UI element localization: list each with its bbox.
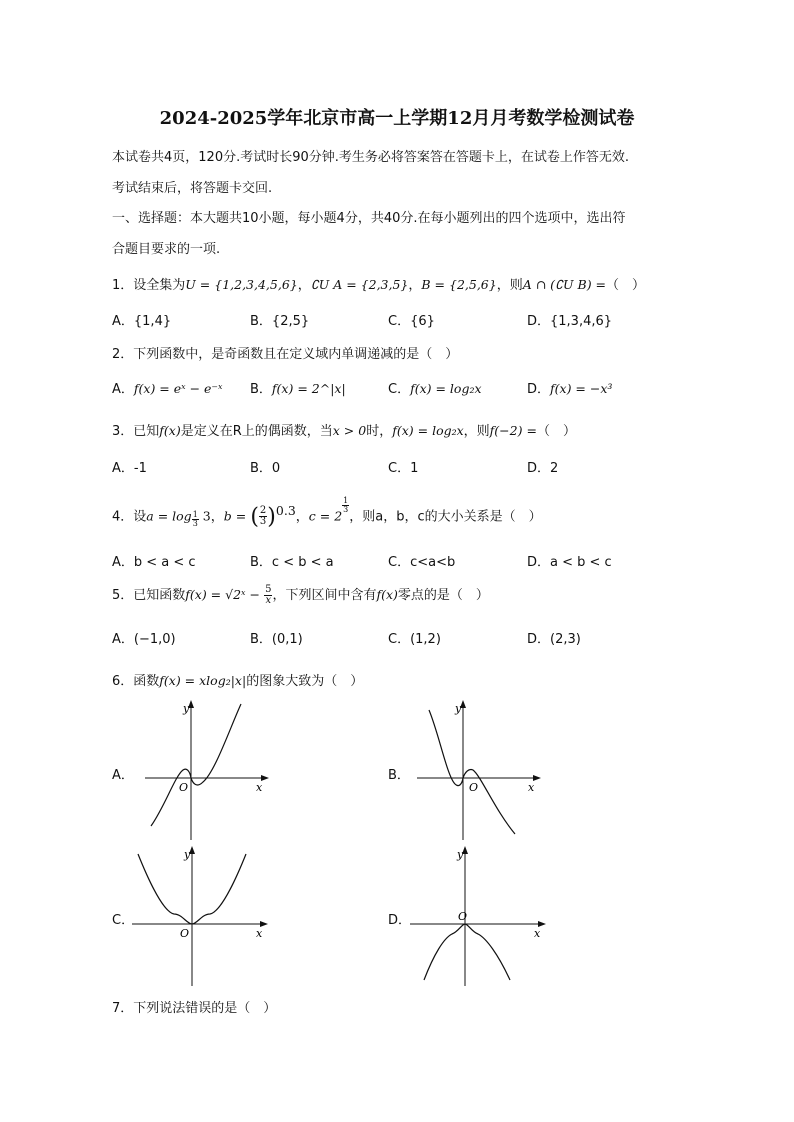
q1-option-b: B．{2,5}	[250, 314, 310, 329]
q1-complement-a: ∁U A = {2,3,5}	[310, 277, 409, 292]
graph-label-d: D．	[388, 913, 412, 928]
page-title: 2024-2025学年北京市高一上学期12月月考数学检测试卷	[159, 108, 635, 129]
section-heading-2: 合题目要求的一项.	[112, 242, 221, 257]
q5-option-d: D．(2,3)	[527, 632, 581, 647]
graph-b	[417, 698, 547, 840]
graph-c-origin: O	[180, 927, 190, 940]
graph-c-y-label: y	[184, 848, 191, 861]
graph-label-a: A．	[112, 768, 134, 783]
section-heading-1: 一、选择题：本大题共10小题，每小题4分，共40分.在每小题列出的四个选项中，选出符	[112, 211, 626, 226]
q5-option-a: A．(−1,0)	[112, 632, 176, 647]
graph-b-y-label: y	[455, 702, 462, 715]
q4-option-c: C．c<a<b	[388, 555, 456, 570]
graph-label-c: C．	[112, 913, 135, 928]
graph-a	[145, 698, 275, 840]
q4-option-d: D．a < b < c	[527, 555, 612, 570]
graph-a-x-label: x	[256, 781, 263, 794]
graph-d-x-label: x	[534, 927, 541, 940]
question-3-stem: 3．已知f(x)是定义在R上的偶函数，当x > 0时，f(x) = log₂x，则f(−2) =（ ）	[112, 423, 576, 439]
q2-option-d: D．f(x) = −x³	[527, 381, 613, 397]
q4-option-b: B．c < b < a	[250, 555, 334, 570]
q2-option-a: A．f(x) = eˣ − e⁻ˣ	[112, 381, 223, 397]
q2-option-c: C．f(x) = log₂x	[388, 381, 482, 397]
q2-option-b: B．f(x) = 2^|x|	[250, 381, 346, 397]
graph-c-x-label: x	[256, 927, 263, 940]
q4-option-a: A．b < a < c	[112, 555, 196, 570]
graph-d-origin: O	[458, 910, 468, 923]
q1-set-b: B = {2,5,6}	[421, 277, 497, 292]
q5-option-b: B．(0,1)	[250, 632, 303, 647]
question-4-stem: 4．设a = log $\frac{1}{3}$ 3，b = ( $\frac{2}{3}$ )$^{0.3}$，c = 2 $\frac{1}{3}$ ，则a，b，c的大小关系是（ ）	[112, 496, 542, 530]
graph-b-x-label: x	[528, 781, 535, 794]
question-2-stem: 2．下列函数中，是奇函数且在定义域内单调递减的是（ ）	[112, 347, 459, 362]
intro-line-2: 考试结束后，将答题卡交回.	[112, 181, 273, 196]
q3-option-b: B．0	[250, 461, 281, 476]
q3-option-a: A．-1	[112, 461, 147, 476]
graph-b-origin: O	[469, 781, 479, 794]
graph-label-b: B．	[388, 768, 410, 783]
q3-option-d: D．2	[527, 461, 559, 476]
q1-option-a: A．{1,4}	[112, 314, 172, 329]
graph-a-origin: O	[179, 781, 189, 794]
graph-d-y-label: y	[457, 848, 464, 861]
q1-option-d: D．{1,3,4,6}	[527, 314, 613, 329]
question-6-stem: 6．函数f(x) = xlog₂|x|的图象大致为（ ）	[112, 673, 364, 689]
graph-d	[410, 844, 550, 986]
question-1-stem: 1．设全集为U = {1,2,3,4,5,6}，∁U A = {2,3,5}，B = {2,5,6}，则A ∩ (∁U B) =（ ）	[112, 277, 646, 293]
q5-option-c: C．(1,2)	[388, 632, 441, 647]
graph-c	[132, 844, 272, 986]
q1-expression: A ∩ (∁U B) =	[522, 277, 607, 292]
q3-option-c: C．1	[388, 461, 419, 476]
q1-universal-set: U = {1,2,3,4,5,6}	[185, 277, 298, 292]
intro-line-1: 本试卷共4页，120分.考试时长90分钟.考生务必将答案答在答题卡上，在试卷上作答无效.	[112, 150, 630, 165]
q1-option-c: C．{6}	[388, 314, 435, 329]
graph-a-y-label: y	[183, 702, 190, 715]
question-5-stem: 5．已知函数f(x) = √2ˣ − $\frac{5}{x}$ ，下列区间中含有f(x)零点的是（ ）	[112, 584, 489, 606]
question-7-stem: 7．下列说法错误的是（ ）	[112, 1001, 277, 1016]
